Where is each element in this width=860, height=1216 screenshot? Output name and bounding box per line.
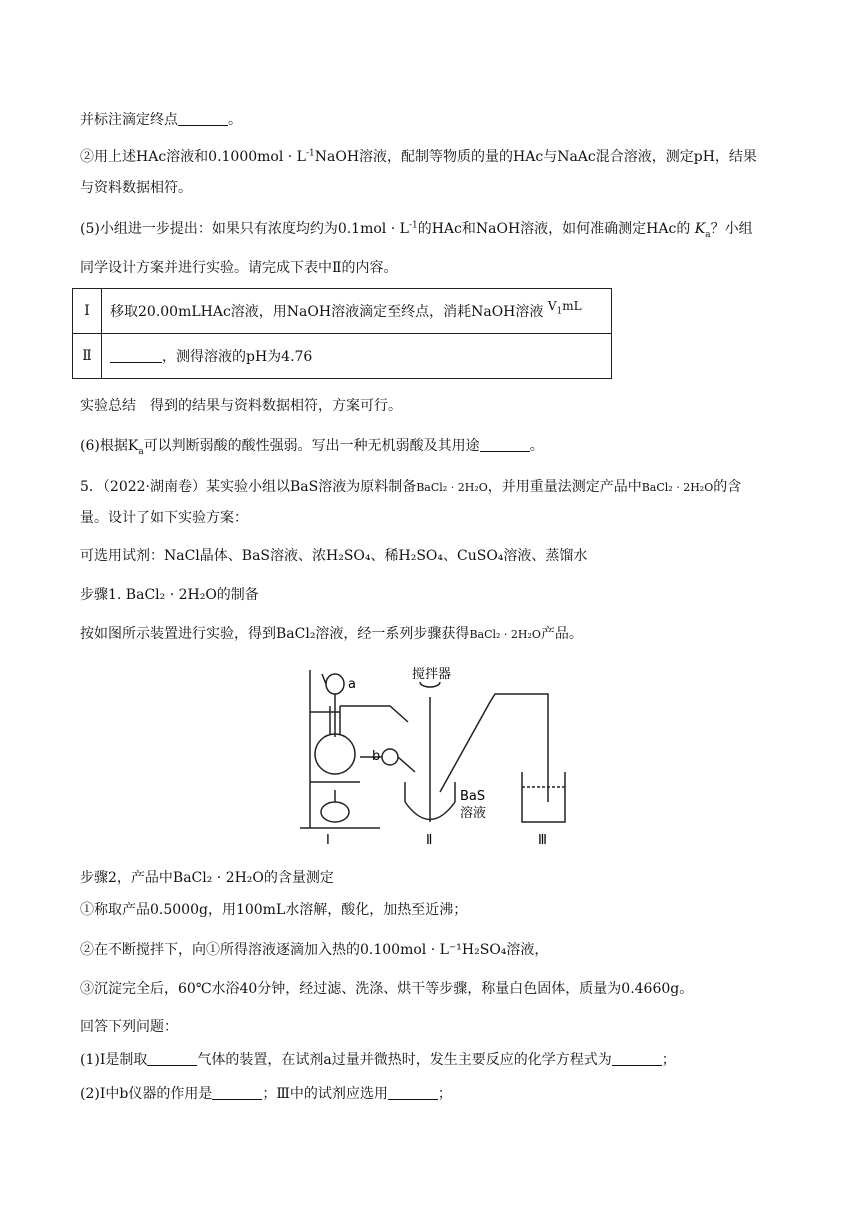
connecting-tube-2	[490, 694, 548, 802]
text-line	[80, 110, 242, 130]
table-cell	[102, 289, 612, 334]
text: 。	[228, 112, 242, 128]
label-III: Ⅲ	[538, 833, 547, 848]
text: ③沉淀完全后，60℃水浴40分钟，经过滤、洗涤、烘干等步骤，称量白色固体，质量为0.4660g。	[80, 981, 694, 997]
text: ？小组	[710, 221, 753, 237]
safety-bulb-b	[382, 749, 398, 765]
text-line	[80, 1017, 178, 1037]
apparatus-figure	[290, 662, 570, 848]
formula: BaCl₂ · 2H₂O	[416, 481, 488, 494]
text-line	[80, 585, 259, 605]
text: (6)根据	[80, 438, 128, 454]
formula: BaCl₂ · 2H₂O	[641, 481, 714, 494]
text: ；	[437, 1086, 452, 1102]
outlet-tube	[440, 702, 490, 792]
text: ；	[661, 1052, 676, 1068]
label-solution: 溶液	[460, 806, 487, 821]
superscript: -1	[408, 220, 418, 231]
text: ；Ⅲ中的试剂应选用	[262, 1086, 388, 1102]
text: ①称取产品0.5000g，用100mL水溶解，酸化，加热至近沸；	[80, 902, 468, 918]
ka-symbol: K	[694, 221, 706, 237]
text: 实验总结 得到的结果与资料数据相符，方案可行。	[80, 398, 402, 414]
text: 可选用试剂：NaCl晶体、BaS溶液、浓H₂SO₄、稀H₂SO₄、CuSO₄溶液、蒸馏水	[80, 548, 588, 564]
answer-blank	[178, 111, 228, 126]
text-line	[80, 979, 693, 999]
text: 可以判断弱酸的酸性强弱。写出一种无机弱酸及其用途	[143, 438, 480, 454]
text: 气体的装置，在试剂a过量并微热时，发生主要反应的化学方程式为	[197, 1052, 612, 1068]
round-flask	[315, 734, 355, 774]
table-row	[73, 289, 612, 334]
text: (2)Ⅰ中b仪器的作用是	[80, 1086, 213, 1102]
label-b: b	[372, 749, 381, 764]
text-line	[80, 900, 467, 920]
text-line	[80, 1050, 676, 1070]
text-line	[80, 436, 544, 456]
text: ，测得溶液的pH为4.76	[162, 349, 313, 365]
subscript: 1	[556, 306, 563, 317]
alcohol-lamp	[321, 802, 349, 822]
apparatus-diagram	[290, 662, 570, 848]
beaker	[522, 772, 565, 822]
text-line	[80, 546, 587, 566]
answer-blank	[147, 1051, 197, 1066]
text-line	[80, 219, 753, 239]
text: ②用上述HAc溶液和0.1000mol · L	[80, 149, 306, 165]
text-line	[80, 1084, 452, 1104]
experiment-table	[72, 288, 612, 379]
text: (5)小组进一步提出：如果只有浓度均约为0.1mol · L	[80, 221, 409, 237]
text: 按如图所示装置进行实验，得到BaCl₂溶液，经一系列步骤获得	[80, 626, 470, 642]
text: 并标注滴定终点	[80, 112, 178, 128]
label-I: Ⅰ	[326, 833, 330, 848]
label-II: Ⅱ	[426, 833, 433, 848]
rotation-arrow-icon	[420, 682, 440, 687]
text: 与资料数据相符。	[80, 180, 192, 196]
text: 产品。	[540, 626, 583, 642]
text: (1)Ⅰ是制取	[80, 1052, 148, 1068]
table-cell	[102, 334, 612, 379]
text-line	[80, 178, 192, 198]
formula: BaCl₂ · 2H₂O	[469, 628, 541, 641]
text-line	[80, 477, 741, 498]
table-cell-roman: Ⅰ	[73, 289, 102, 334]
text-line	[80, 258, 398, 278]
subscript: a	[138, 446, 144, 457]
ka-symbol: K	[127, 438, 139, 454]
text: 5．（2022·湖南卷）某实验小组以BaS溶液为原料制备	[80, 479, 417, 495]
connecting-tube-1	[340, 706, 408, 722]
text: ②在不断搅拌下，向①所得溶液逐滴加入热的0.100mol · L⁻¹H₂SO₄溶液，	[80, 942, 549, 958]
text: 移取20.00mLHAc溶液，用NaOH溶液滴定至终点，消耗NaOH溶液	[110, 304, 544, 320]
text: ，并用重量法测定产品中	[487, 479, 642, 495]
text: 的含	[713, 479, 742, 495]
subscript: a	[705, 229, 711, 240]
answer-blank	[388, 1085, 438, 1100]
text-line	[80, 624, 583, 645]
text-line	[80, 868, 334, 888]
text-line	[80, 396, 402, 416]
label-bas: BaS	[460, 789, 486, 804]
dropping-funnel	[326, 674, 344, 694]
text: 步骤1. BaCl₂ · 2H₂O的制备	[80, 587, 259, 603]
text: 步骤2，产品中BaCl₂ · 2H₂O的含量测定	[80, 870, 334, 886]
table-cell-roman: Ⅱ	[73, 334, 102, 379]
text: 。	[529, 438, 544, 454]
text: 量。设计了如下实验方案：	[80, 510, 248, 526]
answer-blank	[212, 1085, 262, 1100]
text-line	[80, 147, 757, 167]
superscript: -1	[305, 148, 315, 159]
label-stirrer: 搅拌器	[412, 667, 452, 682]
table-row	[73, 334, 612, 379]
text: mL	[562, 299, 582, 314]
label-a: a	[348, 677, 356, 692]
text: 的HAc和NaOH溶液，如何准确测定HAc的	[417, 221, 691, 237]
text: NaOH溶液，配制等物质的量的HAc与NaAc混合溶液，测定pH，结果	[314, 149, 757, 165]
text: 回答下列问题：	[80, 1019, 178, 1035]
text: 同学设计方案并进行实验。请完成下表中Ⅱ的内容。	[80, 260, 398, 276]
answer-blank	[480, 437, 530, 452]
v1-symbol: V	[547, 299, 557, 314]
answer-blank	[110, 348, 162, 363]
text-line	[80, 940, 548, 960]
answer-blank	[612, 1051, 662, 1066]
text-line	[80, 508, 248, 528]
